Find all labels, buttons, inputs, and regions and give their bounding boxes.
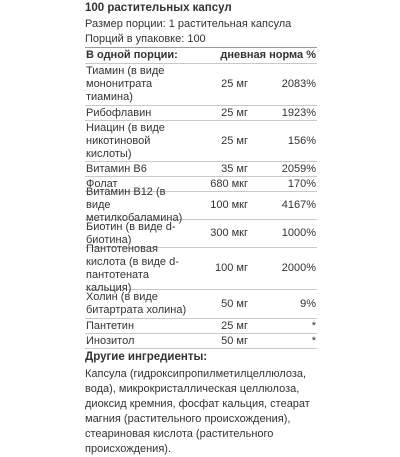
nutrient-amount: 25 мг xyxy=(221,134,248,147)
table-row xyxy=(85,290,317,319)
servings-per-container: Порций в упаковке: 100 xyxy=(85,33,206,45)
nutrient-amount: 680 мкг xyxy=(210,177,248,190)
nutrient-daily-value: 156% xyxy=(287,134,316,147)
nutrient-amount: 35 мг xyxy=(221,162,248,175)
nutrient-daily-value: 1923% xyxy=(281,106,316,119)
nutrient-daily-value: 4167% xyxy=(281,199,316,211)
nutrient-daily-value: 9% xyxy=(300,297,316,310)
table-row xyxy=(85,121,317,162)
nutrient-name: Тиамин (в виде мононитрата тиамина) xyxy=(86,65,165,103)
serving-size: Размер порции: 1 растительная капсула xyxy=(85,18,292,30)
nutrient-amount: 50 мг xyxy=(221,297,248,310)
nutrient-amount: 25 мг xyxy=(221,319,248,332)
nutrient-daily-value: 2059% xyxy=(281,162,316,175)
supplement-facts-panel xyxy=(0,1,400,455)
table-row xyxy=(85,186,317,224)
column-header-amount-per-serving: В одной порции: xyxy=(86,49,178,61)
column-header-daily-value: дневная норма % xyxy=(220,49,316,61)
nutrient-amount: 100 мг xyxy=(215,262,248,274)
nutrient-amount: 25 мг xyxy=(221,78,248,90)
nutrient-name: Рибофлавин xyxy=(86,106,152,119)
other-ingredients-title: Другие ингредиенты: xyxy=(85,351,208,363)
nutrient-amount: 300 мкг xyxy=(210,227,248,239)
nutrient-name: Витамин B12 (в виде метилкобаламина) xyxy=(86,186,183,224)
nutrient-daily-value: * xyxy=(311,319,316,332)
nutrient-amount: 100 мкг xyxy=(210,199,248,211)
nutrient-table xyxy=(85,48,317,349)
nutrient-amount: 25 мг xyxy=(221,106,248,119)
product-title: 100 растительных капсул xyxy=(85,2,232,14)
nutrient-amount: 50 мг xyxy=(221,334,248,347)
table-row xyxy=(85,162,317,177)
nutrient-name: Инозитол xyxy=(86,334,135,347)
other-ingredients-text: Капсула (гидроксипропилметилцеллюлоза, вода), микрокристаллическая целлюлоза, диоксид кремния, фосфат кальция, стеарат магния (растительного происхождения), стеариновая кислота (растительного происхождения). xyxy=(85,368,310,455)
table-row xyxy=(85,64,317,106)
nutrient-name: Витамин B6 xyxy=(86,162,147,175)
nutrient-daily-value: 2000% xyxy=(281,262,316,274)
nutrient-name: Ниацин (в виде никотиновой кислоты) xyxy=(86,121,165,160)
nutrient-name: Пантетин xyxy=(86,319,135,332)
nutrient-daily-value: 170% xyxy=(287,177,316,190)
table-row xyxy=(85,106,317,121)
nutrient-name: Биотин (в виде d-биотина) xyxy=(86,220,176,246)
nutrient-daily-value: 2083% xyxy=(281,78,316,90)
nutrient-name: Пантотеновая кислота (в виде d-пантотената кальция) xyxy=(86,242,179,294)
nutrient-daily-value: * xyxy=(311,334,316,347)
nutrient-name: Холин (в виде битартрата холина) xyxy=(86,291,187,316)
nutrient-daily-value: 1000% xyxy=(281,227,316,239)
nutrient-name: Фолат xyxy=(86,177,118,190)
table-header xyxy=(85,48,317,64)
table-row xyxy=(85,319,317,334)
table-row xyxy=(85,334,317,349)
table-row xyxy=(85,242,317,294)
